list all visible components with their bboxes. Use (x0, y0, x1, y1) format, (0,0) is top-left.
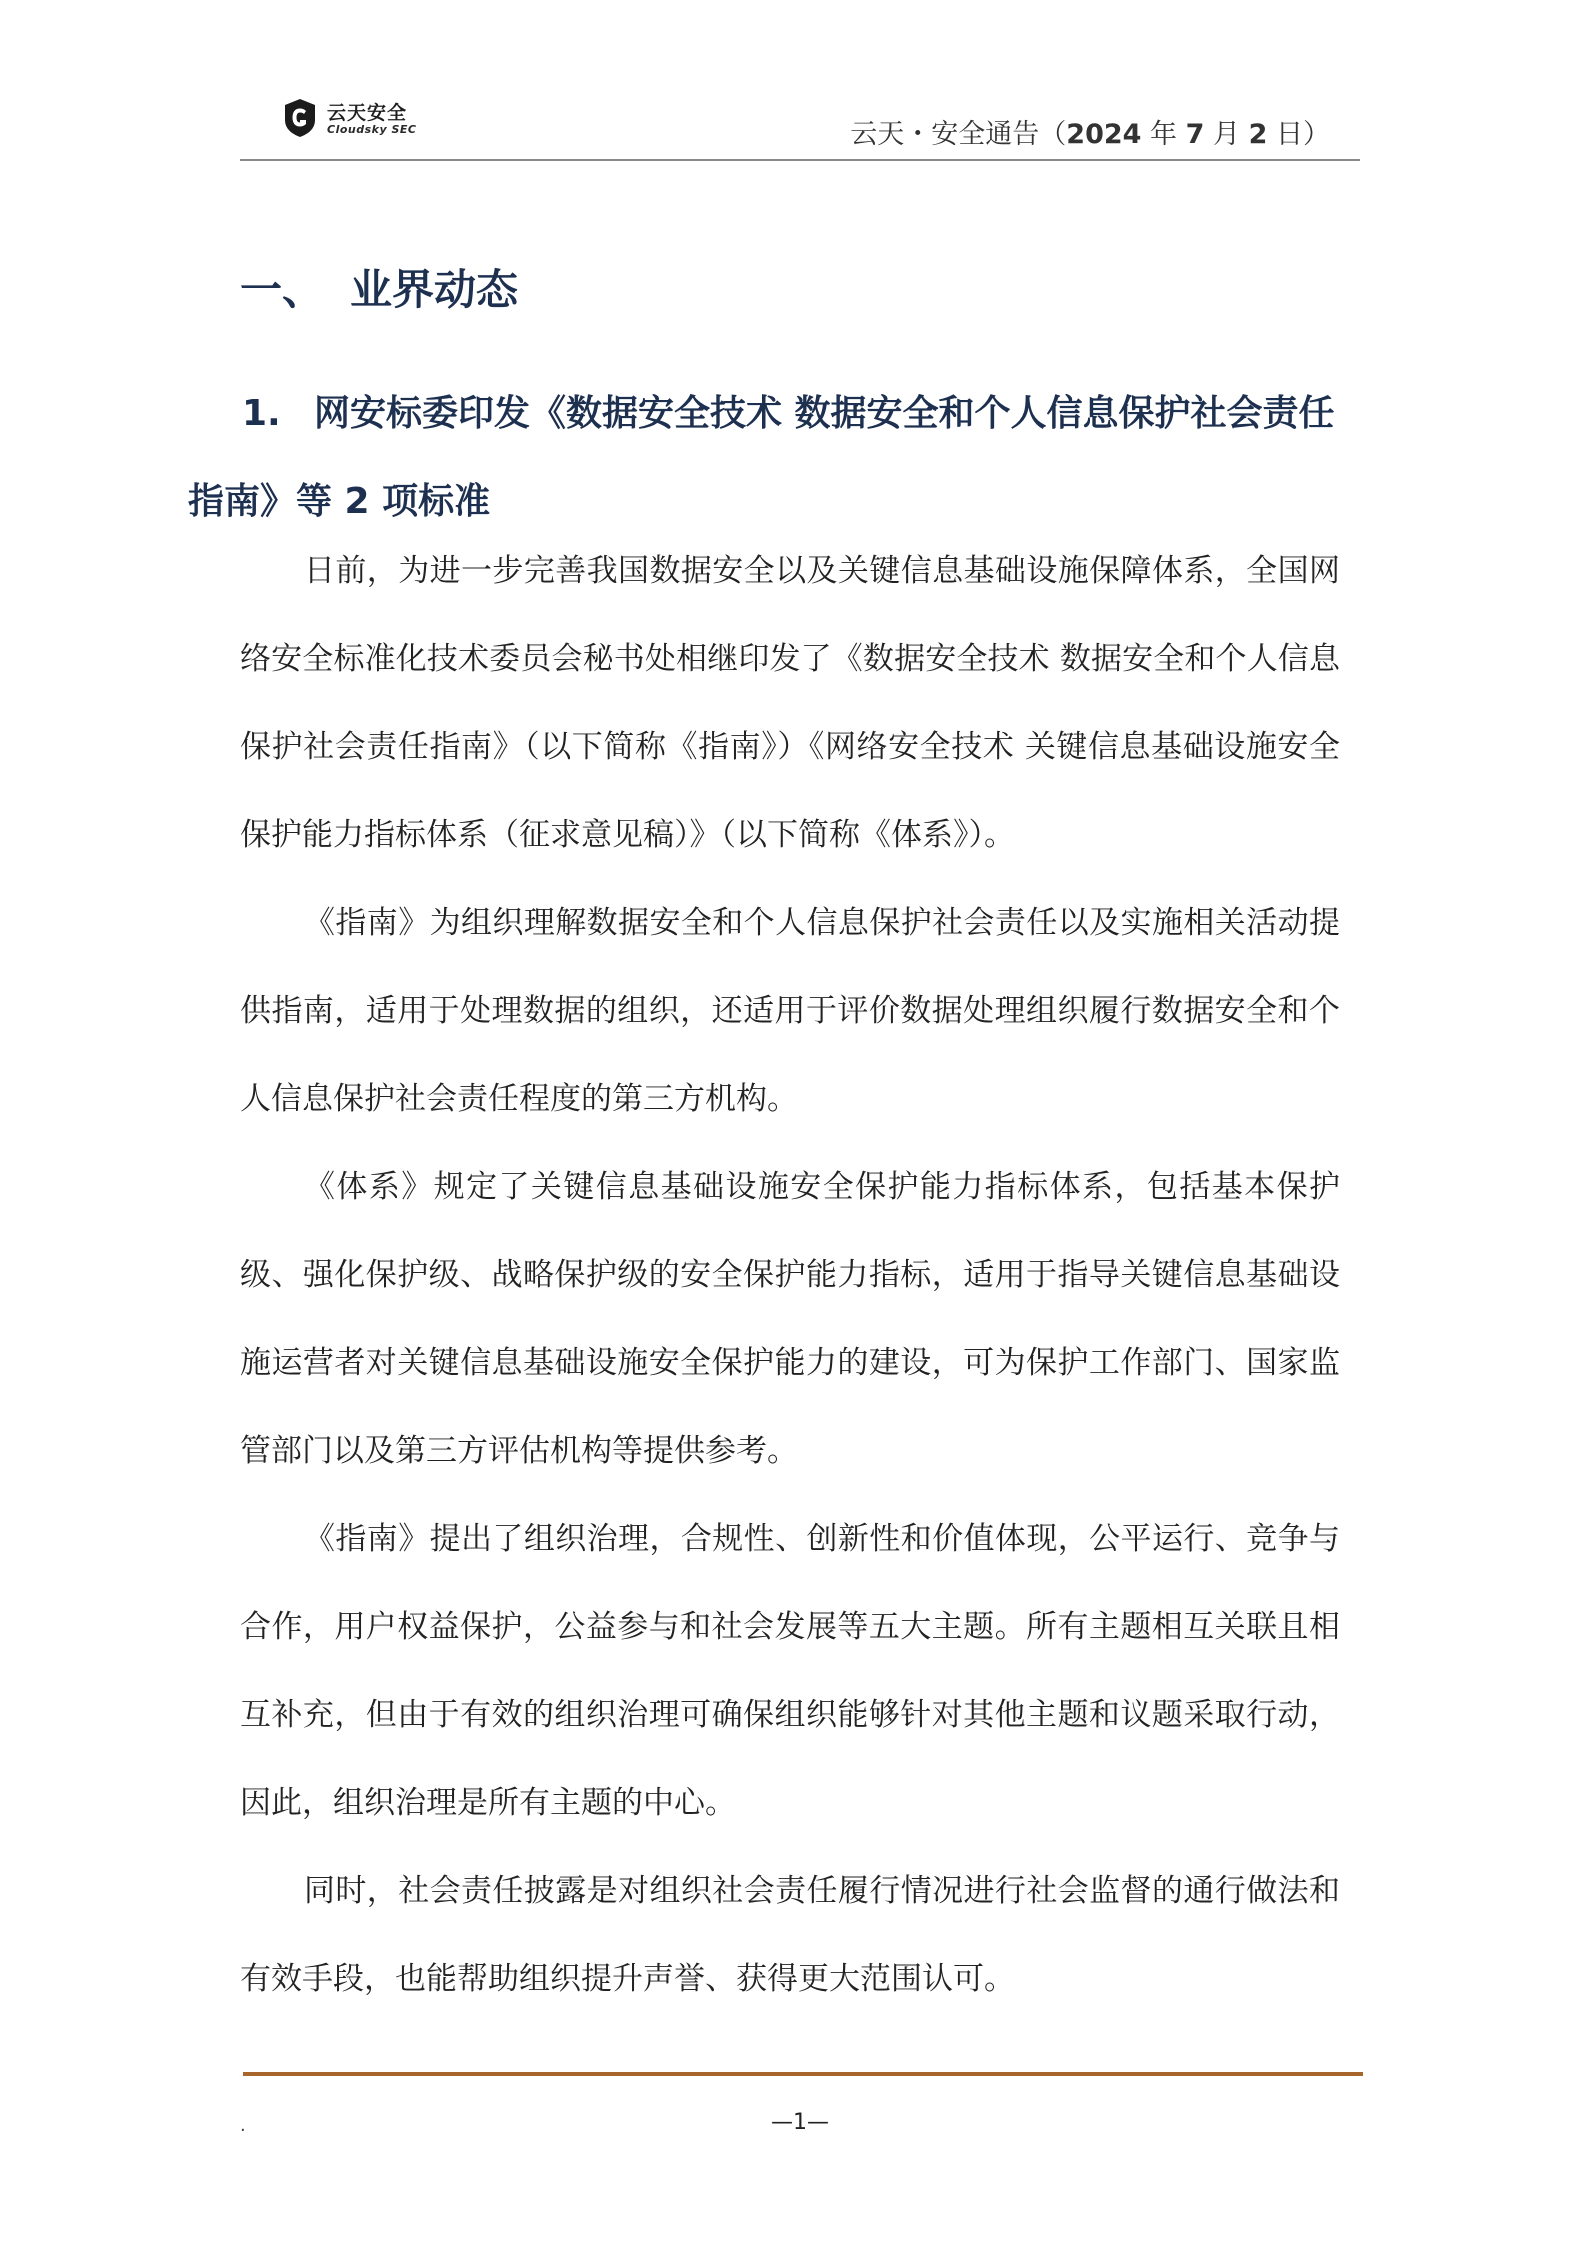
body-paragraph: 《指南》提出了组织治理，合规性、创新性和价值体现，公平运行、竞争与合作，用户权益保护，公益参与和社会发展等五大主题。所有主题相互关联且相互补充，但由于有效的组织治理可确保组织能够针对其他主题和议题采取行动，因此，组织治理是所有主题的中心。 (240, 1521, 1340, 1821)
page-number: —1— (771, 2110, 829, 2135)
header-divider (240, 159, 1360, 161)
header-title-year: 2024 (1066, 119, 1142, 150)
body-paragraph: 《指南》为组织理解数据安全和个人信息保护社会责任以及实施相关活动提供指南，适用于处理数据的组织，还适用于评价数据处理组织履行数据安全和个人信息保护社会责任程度的第三方机构。 (240, 905, 1340, 1117)
header-title-month-unit: 月 (1213, 119, 1241, 150)
section-title: 业界动态 (350, 265, 519, 314)
company-logo (282, 96, 432, 144)
body-paragraph: 《体系》规定了关键信息基础设施安全保护能力指标体系，包括基本保护级、强化保护级、战略保护级的安全保护能力指标，适用于指导关键信息基础设施运营者对关键信息基础设施安全保护能力的建设，可为保护工作部门、国家监管部门以及第三方评估机构等提供参考。 (240, 1169, 1340, 1469)
article-heading (188, 370, 1363, 546)
footer-dot: . (240, 2115, 246, 2136)
header-title-day: 2 (1248, 119, 1268, 150)
header-title-month: 7 (1185, 119, 1205, 150)
bulletin-header-title (850, 112, 1330, 151)
footer-divider (243, 2072, 1363, 2076)
body-paragraph: 同时，社会责任披露是对组织社会责任履行情况进行社会监督的通行做法和有效手段，也能帮助组织提升声誉、获得更大范围认可。 (240, 1873, 1340, 1997)
header-title-year-unit: 年 (1150, 119, 1178, 150)
section-heading (240, 257, 518, 317)
logo-chinese-name: 云天安全 (327, 102, 408, 124)
body-paragraph: 日前，为进一步完善我国数据安全以及关键信息基础设施保障体系，全国网络安全标准化技术委员会秘书处相继印发了《数据安全技术 数据安全和个人信息保护社会责任指南》（以下简称《指南》）《网络安全技术 关键信息基础设施安全保护能力指标体系（征求意见稿）》（以下简称《体系》）。 (240, 553, 1340, 853)
header-title-day-unit: 日） (1276, 119, 1330, 150)
shield-logo-icon (282, 98, 318, 138)
article-title: 网安标委印发《数据安全技术 数据安全和个人信息保护社会责任指南》等 2 项标准 (188, 393, 1335, 522)
header-title-prefix: 云天・安全通告（ (850, 119, 1067, 150)
section-number: 一、 (240, 265, 325, 314)
article-number: 1. (242, 393, 281, 434)
logo-english-name: Cloudsky SEC (327, 123, 417, 136)
article-body (240, 527, 1340, 2023)
